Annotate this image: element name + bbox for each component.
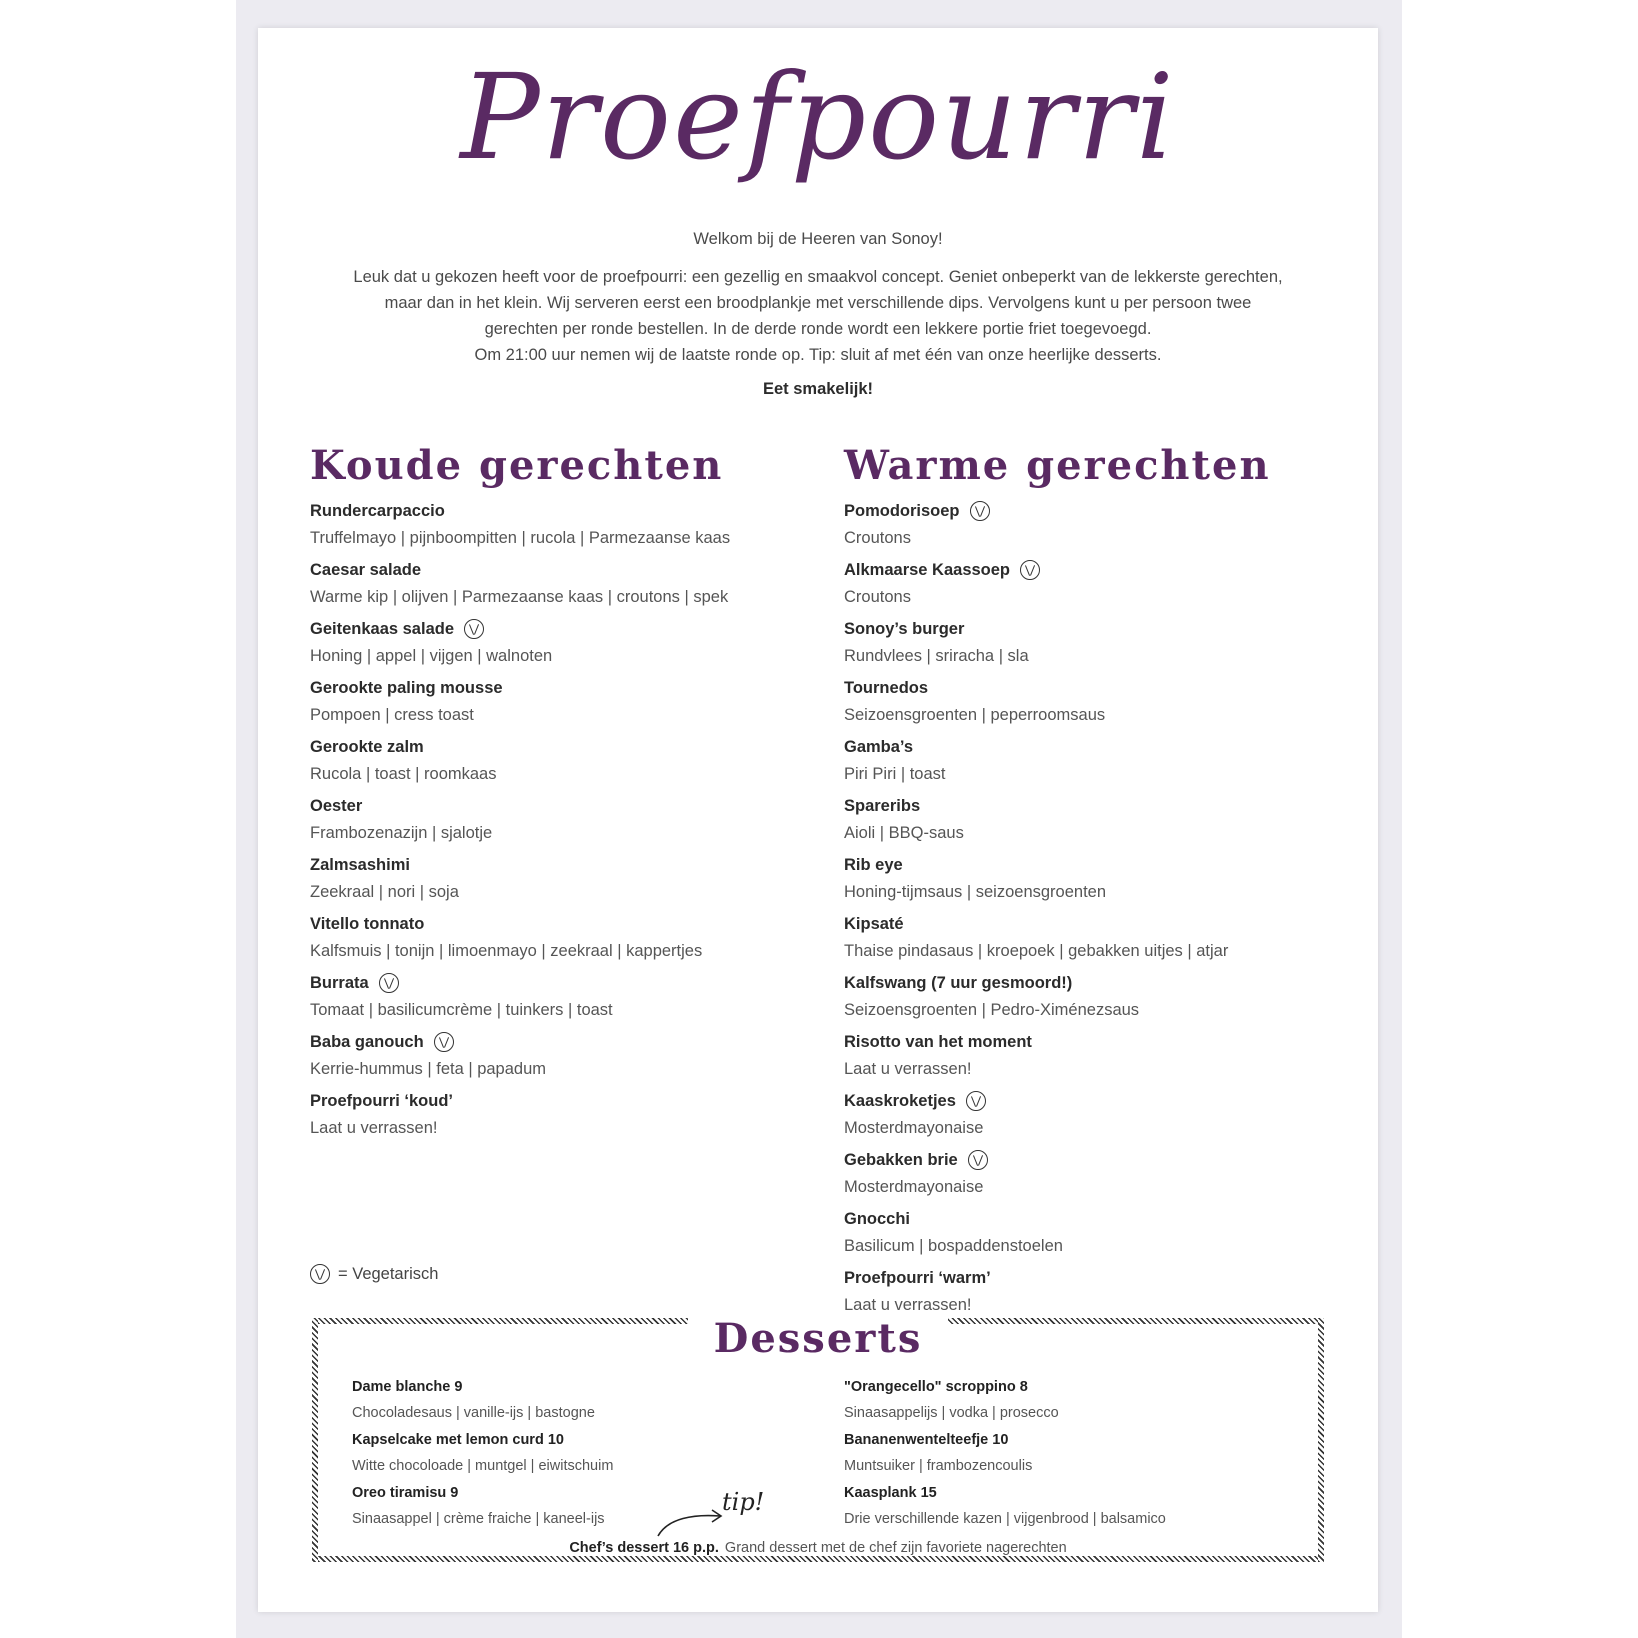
dish-name-text: Tournedos	[844, 678, 929, 697]
menu-sheet	[258, 28, 1378, 1612]
vegetarian-icon	[434, 1032, 454, 1052]
dish-name-text: Oester	[310, 796, 363, 815]
dish-item	[844, 910, 1344, 965]
dessert-name: Oreo tiramisu 9	[352, 1485, 459, 1501]
vegetarian-icon	[379, 973, 399, 993]
dessert-item	[844, 1374, 1304, 1427]
dish-name	[844, 851, 1344, 879]
dish-name-text: Gamba’s	[844, 737, 914, 756]
dessert-description: Sinaasappel | crème fraiche | kaneel-ijs	[352, 1511, 605, 1527]
dish-name-text: Gebakken brie	[844, 1150, 958, 1169]
dish-name	[844, 1087, 1344, 1115]
dish-item	[844, 497, 1344, 552]
dish-description: Thaise pindasaus | kroepoek | gebakken uitjes | atjar	[844, 942, 1229, 960]
cold-dish-list	[310, 497, 810, 1142]
dish-item	[844, 674, 1344, 729]
dish-name-text: Kalfswang (7 uur gesmoord!)	[844, 973, 1073, 992]
dish-name-text: Kipsaté	[844, 914, 904, 933]
dish-description: Pompoen | cress toast	[310, 706, 474, 724]
dessert-description: Muntsuiker | frambozencoulis	[844, 1458, 1033, 1474]
dish-name	[310, 556, 810, 584]
dish-description: Basilicum | bospaddenstoelen	[844, 1237, 1063, 1255]
intro-line: Om 21:00 uur nemen wij de laatste ronde op. Tip: sluit af met één van onze heerlijke desserts.	[474, 346, 1162, 364]
dish-description: Mosterdmayonaise	[844, 1178, 984, 1196]
dish-name-text: Alkmaarse Kaassoep	[844, 560, 1011, 579]
dish-name	[844, 556, 1344, 584]
dish-name	[844, 910, 1344, 938]
tip-label: tip!	[722, 1488, 765, 1516]
dish-item	[844, 1264, 1344, 1319]
dish-name	[310, 615, 810, 643]
warm-dishes-column	[844, 442, 1344, 1323]
dessert-description: Sinaasappelijs | vodka | prosecco	[844, 1405, 1059, 1421]
dessert-description: Chocoladesaus | vanille-ijs | bastogne	[352, 1405, 595, 1421]
dish-name	[844, 792, 1344, 820]
dish-description: Warme kip | olijven | Parmezaanse kaas | croutons | spek	[310, 588, 729, 606]
dish-item	[310, 1087, 810, 1142]
chef-dessert-desc: Grand dessert met de chef zijn favoriete nagerechten	[724, 1540, 1067, 1556]
intro-line: Leuk dat u gekozen heeft voor de proefpourri: een gezellig en smaakvol concept. Geniet onbeperkt van de lekkerste gerechten,	[353, 268, 1283, 286]
dish-name-text: Rib eye	[844, 855, 903, 874]
dish-name	[844, 1264, 1344, 1292]
dish-name-text: Zalmsashimi	[310, 855, 410, 874]
dessert-description: Drie verschillende kazen | vijgenbrood | balsamico	[844, 1511, 1166, 1527]
dish-name	[310, 1028, 810, 1056]
dish-item	[310, 851, 810, 906]
dish-name-text: Gerookte zalm	[310, 737, 424, 756]
dish-description: Kalfsmuis | tonijn | limoenmayo | zeekraal | kappertjes	[310, 942, 703, 960]
dish-name	[844, 1028, 1344, 1056]
dessert-item	[844, 1480, 1304, 1533]
dish-item	[310, 497, 810, 552]
dessert-item	[352, 1427, 812, 1480]
dish-description: Mosterdmayonaise	[844, 1119, 984, 1137]
dish-description: Aioli | BBQ-saus	[844, 824, 964, 842]
dish-name-text: Pomodorisoep	[844, 501, 960, 520]
vegetarian-legend	[310, 1264, 438, 1284]
dessert-item	[844, 1427, 1304, 1480]
dish-item	[310, 556, 810, 611]
dish-name-text: Gnocchi	[844, 1209, 911, 1228]
dish-name	[844, 497, 1344, 525]
vegetarian-icon	[970, 501, 990, 521]
dish-item	[310, 910, 810, 965]
intro-line: maar dan in het klein. Wij serveren eerst een broodplankje met verschillende dips. Vervolgens kunt u per persoon twee	[384, 294, 1252, 312]
dish-description: Rucola | toast | roomkaas	[310, 765, 497, 783]
dish-item	[844, 1146, 1344, 1201]
dish-item	[844, 733, 1344, 788]
dish-item	[844, 851, 1344, 906]
dish-item	[844, 1087, 1344, 1142]
vegetarian-icon	[1020, 560, 1040, 580]
dish-item	[310, 674, 810, 729]
dish-name	[844, 615, 1344, 643]
dish-item	[844, 1028, 1344, 1083]
dish-description: Rundvlees | sriracha | sla	[844, 647, 1029, 665]
dish-name	[844, 674, 1344, 702]
dish-name-text: Caesar salade	[310, 560, 421, 579]
dish-name	[310, 969, 810, 997]
dessert-name: Bananenwentelteefje 10	[844, 1432, 1009, 1448]
cold-dishes-column	[310, 442, 810, 1146]
dish-description: Laat u verrassen!	[310, 1119, 438, 1137]
dessert-description: Witte chocoloade | muntgel | eiwitschuim	[352, 1458, 614, 1474]
vegetarian-icon	[968, 1150, 988, 1170]
dish-item	[310, 733, 810, 788]
chef-dessert-name: Chef’s dessert 16 p.p.	[569, 1540, 719, 1556]
dish-description: Tomaat | basilicumcrème | tuinkers | toast	[310, 1001, 613, 1019]
dish-description: Piri Piri | toast	[844, 765, 946, 783]
welcome-line: Welkom bij de Heeren van Sonoy!	[693, 230, 943, 248]
dish-description: Laat u verrassen!	[844, 1060, 972, 1078]
dish-item	[844, 1205, 1344, 1260]
dish-description: Honing | appel | vijgen | walnoten	[310, 647, 553, 665]
dish-name	[844, 1205, 1344, 1233]
dish-name-text: Burrata	[310, 973, 369, 992]
cold-heading: Koude gerechten	[310, 442, 724, 489]
dish-name-text: Spareribs	[844, 796, 921, 815]
dessert-name: Kapselcake met lemon curd 10	[352, 1432, 564, 1448]
dish-description: Seizoensgroenten | peperroomsaus	[844, 706, 1106, 724]
dish-name-text: Gerookte paling mousse	[310, 678, 503, 697]
dish-item	[844, 792, 1344, 847]
dish-name-text: Proefpourri ‘koud’	[310, 1091, 454, 1110]
dish-name-text: Risotto van het moment	[844, 1032, 1032, 1051]
dessert-name: Kaasplank 15	[844, 1485, 937, 1501]
desserts-right-column	[844, 1374, 1304, 1533]
dish-item	[310, 969, 810, 1024]
dish-description: Kerrie-hummus | feta | papadum	[310, 1060, 547, 1078]
closing-line: Eet smakelijk!	[762, 380, 874, 398]
dish-name	[844, 1146, 1344, 1174]
dish-name-text: Geitenkaas salade	[310, 619, 455, 638]
dish-name	[310, 910, 810, 938]
dish-name-text: Vitello tonnato	[310, 914, 425, 933]
chef-dessert	[258, 1540, 1378, 1556]
dish-description: Truffelmayo | pijnboompitten | rucola | Parmezaanse kaas	[310, 529, 731, 547]
dish-description: Croutons	[844, 588, 911, 606]
dish-name-text: Kaaskroketjes	[844, 1091, 956, 1110]
dish-name	[310, 674, 810, 702]
dish-name-text: Baba ganouch	[310, 1032, 424, 1051]
warm-dish-list	[844, 497, 1344, 1319]
dessert-item	[352, 1374, 812, 1427]
dish-name-text: Rundercarpaccio	[310, 501, 445, 520]
dish-item	[844, 615, 1344, 670]
dish-name	[310, 1087, 810, 1115]
dish-name	[844, 969, 1344, 997]
dish-name-text: Sonoy’s burger	[844, 619, 965, 638]
dish-name	[310, 733, 810, 761]
dish-description: Seizoensgroenten | Pedro-Ximénezsaus	[844, 1001, 1140, 1019]
dish-name	[310, 851, 810, 879]
dish-description: Laat u verrassen!	[844, 1296, 972, 1314]
dish-name-text: Proefpourri ‘warm’	[844, 1268, 991, 1287]
dessert-name: "Orangecello" scroppino 8	[844, 1379, 1028, 1395]
dish-item	[844, 556, 1344, 611]
dish-item	[310, 615, 810, 670]
tip-annotation	[654, 1488, 774, 1540]
dish-name	[844, 733, 1344, 761]
menu-title: Proefpourri	[460, 48, 1176, 186]
legend-label: = Vegetarisch	[338, 1264, 439, 1283]
dish-item	[310, 792, 810, 847]
dish-description: Frambozenazijn | sjalotje	[310, 824, 493, 842]
intro-line: gerechten per ronde bestellen. In de derde ronde wordt een lekkere portie friet toegevoegd.	[484, 320, 1152, 338]
dish-description: Zeekraal | nori | soja	[310, 883, 459, 901]
dish-item	[310, 1028, 810, 1083]
dish-description: Honing-tijmsaus | seizoensgroenten	[844, 883, 1107, 901]
dish-description: Croutons	[844, 529, 911, 547]
intro-text	[298, 226, 1338, 402]
dish-item	[844, 969, 1344, 1024]
dish-name	[310, 792, 810, 820]
desserts-heading: Desserts	[688, 1314, 948, 1364]
dish-name	[310, 497, 810, 525]
vegetarian-icon	[464, 619, 484, 639]
vegetarian-icon	[966, 1091, 986, 1111]
vegetarian-icon	[310, 1264, 330, 1284]
warm-heading: Warme gerechten	[844, 442, 1271, 489]
dessert-name: Dame blanche 9	[352, 1379, 463, 1395]
